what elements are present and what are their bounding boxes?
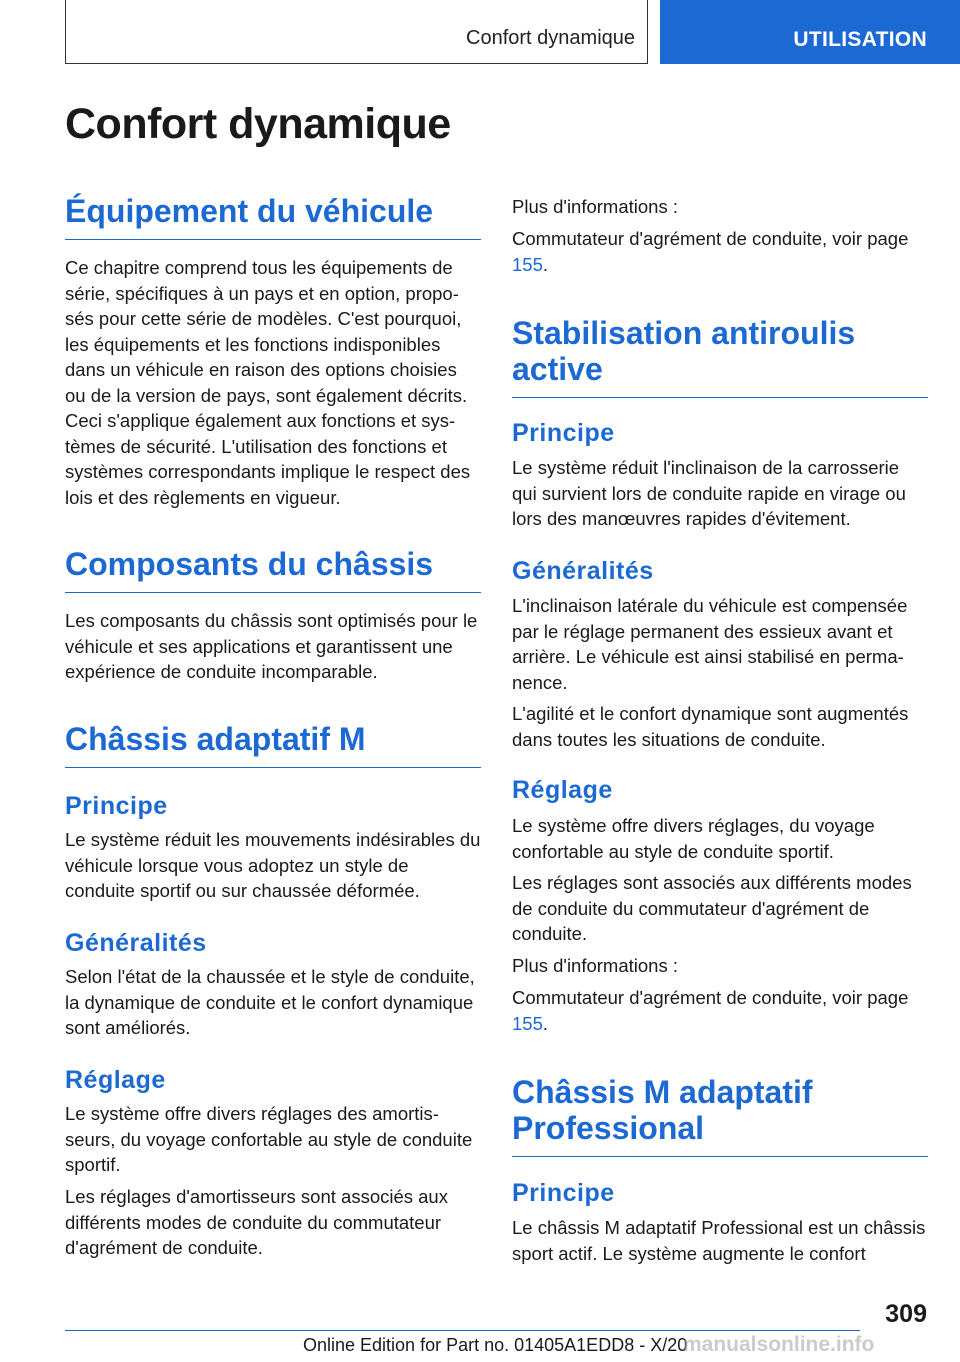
info-label-2: Plus d'informations : <box>512 955 678 976</box>
heading-equipement: Équipement du véhicule <box>65 193 481 240</box>
subheading-reglage: Réglage <box>65 1066 166 1094</box>
paragraph-reglage-2: Les réglages d'amortisseurs sont associés aux différents modes de conduite du commutateur d'agrément de conduite. <box>65 1186 448 1258</box>
paragraph-principe: Le système réduit l'inclinaison de la carrosserie qui survient lors de conduite rapide en virage ou lors des manœuvres rapides d'évitement. <box>512 457 906 529</box>
paragraph-equipement: Ce chapitre comprend tous les équipements de série, spécifiques à un pays et en option, proposés pour cette série de modèles. C'est pourquoi, les équipements et les fonctions indisponibles dans un véhicule en raison des options choisies ou de la version de pays, sont également décrits. Ceci s'applique également aux fonctions et systèmes de sécurité. L'utilisation des fonctions et systèmes correspondants implique le respect des lois et des règlements en vigueur. <box>65 257 471 508</box>
page-title: Confort dynamique <box>65 100 451 148</box>
cross-reference-2: Commutateur d'agrément de conduite, voir page 155. <box>512 987 909 1034</box>
info-label-1: Plus d'informations : <box>512 196 678 217</box>
header-chapter-tab[interactable] <box>660 0 960 64</box>
subheading-principe: Principe <box>65 792 168 820</box>
page-link-155[interactable]: 155 <box>512 1012 543 1034</box>
subheading-principe: Principe <box>512 1179 615 1207</box>
cross-reference-1: Commutateur d'agrément de conduite, voir page 155. <box>512 228 909 275</box>
paragraph-generalites: Selon l'état de la chaussée et le style de conduite, la dynamique de conduite et le confort dynamique sont améliorés. <box>65 966 475 1038</box>
header-chapter-label: UTILISATION <box>793 28 927 51</box>
paragraph-generalites-2: L'agilité et le confort dynamique sont augmentés dans toutes les situations de conduite. <box>512 703 909 750</box>
heading-stabilisation: Stabilisation antiroulis active <box>512 315 928 398</box>
subheading-reglage: Réglage <box>512 776 613 804</box>
page-number: 309 <box>885 1300 927 1328</box>
paragraph-composants: Les composants du châssis sont optimisés pour le véhicule et ses applications et garantissent une expérience de conduite incomparable. <box>65 610 478 682</box>
watermark: manualsonline.info <box>683 1333 875 1356</box>
subheading-generalites: Généralités <box>512 557 654 585</box>
subheading-principe: Principe <box>512 419 615 447</box>
heading-chassis-professional: Châssis M adaptatif Professional <box>512 1074 928 1157</box>
heading-composants: Composants du châssis <box>65 546 481 593</box>
heading-chassis-adaptatif: Châssis adaptatif M <box>65 721 481 768</box>
paragraph-principe-professional: Le châssis M adaptatif Professional est un châssis sport actif. Le système augmente le confort <box>512 1217 926 1264</box>
paragraph-generalites-1: L'inclinaison latérale du véhicule est compensée par le réglage permanent des essieux avant et arrière. Le véhicule est ainsi stabilisé en permanence. <box>512 595 908 693</box>
footer-edition: Online Edition for Part no. 01405A1EDD8 - X/20 <box>303 1335 688 1355</box>
header-section-title: Confort dynamique <box>466 27 635 49</box>
subheading-generalites: Généralités <box>65 929 207 957</box>
page-link-155[interactable]: 155 <box>512 253 543 275</box>
cross-reference-text: Commutateur d'agrément de conduite, voir page <box>512 228 909 249</box>
paragraph-reglage-2: Les réglages sont associés aux différents modes de conduite du commutateur d'agrément de conduite. <box>512 872 912 944</box>
cross-reference-text: Commutateur d'agrément de conduite, voir page <box>512 987 909 1008</box>
paragraph-reglage-1: Le système offre divers réglages, du voyage confortable au style de conduite sportif. <box>512 815 875 862</box>
footer-divider <box>65 1330 860 1331</box>
header-section-box <box>65 0 648 64</box>
paragraph-reglage-1: Le système offre divers réglages des amortisseurs, du voyage confortable au style de conduite sportif. <box>65 1103 473 1175</box>
paragraph-principe: Le système réduit les mouvements indésirables du véhicule lorsque vous adoptez un style de conduite sportif ou sur chaussée déformée. <box>65 829 481 901</box>
